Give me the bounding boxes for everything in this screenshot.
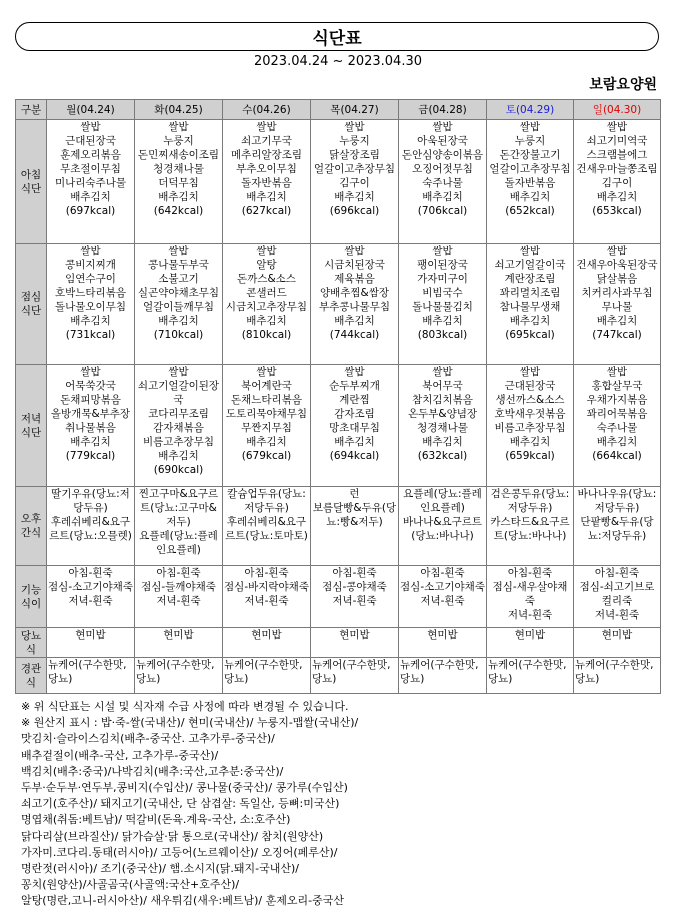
dinner-item: (690kcal) (153, 464, 204, 476)
dinner-item: 배추김치 (422, 436, 463, 448)
label-line: 저녁 (20, 412, 42, 425)
breakfast-cell-thu (311, 120, 399, 244)
breakfast-item: (696kcal) (329, 205, 380, 217)
note-line: 맛김치·슬라이스김치(배추-중국산. 고추가루-중국산)/ (21, 732, 275, 746)
functional-item: 저녁-흰죽 (594, 609, 640, 621)
breakfast-item: 배추김치 (70, 191, 111, 203)
snack-label (16, 487, 47, 566)
lunch-item: 쌀밥 (344, 245, 365, 257)
dinner-item: 근대된장국 (504, 380, 556, 392)
lunch-item: 비빔국수 (422, 287, 463, 299)
lunch-item: 양배추찜&쌈장 (319, 287, 390, 299)
breakfast-item: 쌀밥 (168, 121, 189, 133)
diabetes-cell-wed: 현미밥 (223, 628, 311, 658)
note-line: 명란젓(러시아)/ 조기(중국산)/ 햄.소시지(닭.돼지-국내산)/ (21, 862, 299, 876)
breakfast-item: 무초절이무침 (60, 163, 121, 175)
functional-cell-sat (487, 566, 574, 628)
dinner-item: 청경채나물 (417, 422, 468, 434)
breakfast-item: 돈민찌새송이조림 (137, 149, 220, 161)
lunch-item: (710kcal) (153, 329, 204, 341)
lunch-item: 돌나물물김치 (412, 301, 473, 313)
dinner-cell-thu (311, 365, 399, 487)
dinner-item: 온두부&양념장 (407, 408, 478, 420)
dinner-item: 우채가지볶음 (586, 394, 648, 406)
functional-item: 점심-바지락야채죽 (224, 581, 309, 593)
lunch-item: 쇠고기얼갈이국 (494, 259, 566, 271)
snack-cell-thu: 런 보름달빵&두유(당뇨:빵&저두) (311, 487, 399, 566)
breakfast-item: 건새우마늘쫑조림 (576, 163, 658, 175)
label-line: 경관 (20, 662, 42, 675)
breakfast-item: 쌀밥 (432, 121, 453, 133)
functional-item: 아침-흰죽 (332, 567, 377, 579)
label-line: 당뇨 (20, 629, 42, 642)
lunch-item: 쌀밥 (519, 245, 541, 257)
breakfast-label (16, 120, 47, 244)
lunch-item: 쌀밥 (432, 245, 453, 257)
breakfast-cell-fri (399, 120, 487, 244)
note-line: 닭다리살(브라질산)/ 닭가슴살·닭 통으로(국내산)/ 참치(원양산) (21, 829, 324, 843)
lunch-item: 알탕 (256, 259, 277, 271)
note-line: 가자미.코다리.동태(러시아)/ 고등어(노르웨이산)/ 오징어(페루산)/ (21, 845, 338, 859)
lunch-cell-sat (487, 244, 574, 365)
lunch-item: 배추김치 (158, 315, 199, 327)
breakfast-item: (706kcal) (417, 205, 468, 217)
dinner-item: (664kcal) (592, 450, 642, 462)
lunch-item: 참나물무생채 (499, 301, 561, 313)
dinner-item: 생선까스&소스 (495, 394, 565, 406)
lunch-item: (810kcal) (241, 329, 292, 341)
lunch-item: 쌀밥 (606, 245, 628, 257)
dinner-item: 꽈리어묵볶음 (586, 408, 648, 420)
dinner-item: (694kcal) (329, 450, 380, 462)
lunch-item: 콩비지찌개 (65, 259, 116, 271)
functional-item: 아침-흰죽 (594, 567, 640, 579)
dinner-item: 쌀밥 (606, 366, 628, 378)
functional-item: 저녁-흰죽 (68, 595, 113, 607)
breakfast-item: 훈제오리볶음 (60, 149, 121, 161)
lunch-cell-mon (47, 244, 135, 365)
dinner-cell-sat (487, 365, 574, 487)
functional-label (16, 566, 47, 628)
breakfast-item: 배추김치 (158, 191, 199, 203)
lunch-cell-wed (223, 244, 311, 365)
functional-cell-thu (311, 566, 399, 628)
dinner-cell-mon (47, 365, 135, 487)
day-header-thu: 목(04.27) (311, 100, 399, 120)
lunch-item: 콩나물두부국 (148, 259, 209, 271)
breakfast-item: 쇠고기무국 (241, 135, 292, 147)
lunch-item: 닭살볶음 (596, 273, 638, 285)
breakfast-item: 배추김치 (334, 191, 375, 203)
dinner-item: 북어무국 (422, 380, 463, 392)
lunch-item: 실곤약야채초무침 (137, 287, 220, 299)
tube-cell-sat: 뉴케어(구수한맛, 당뇨) (487, 658, 574, 694)
diabetes-cell-sun: 현미밥 (574, 628, 661, 658)
lunch-item: 가자미구이 (417, 273, 468, 285)
lunch-item: 배추김치 (70, 315, 111, 327)
lunch-item: 배추김치 (334, 315, 375, 327)
lunch-item: (731kcal) (65, 329, 116, 341)
dinner-item: 숙주나물 (596, 422, 638, 434)
breakfast-item: 미나리숙주나물 (54, 177, 126, 189)
breakfast-item: 쌀밥 (519, 121, 541, 133)
functional-item: 아침-흰죽 (420, 567, 465, 579)
dinner-item: 쌀밥 (519, 366, 541, 378)
snack-cell-mon: 딸기우유(당뇨:저당두유) 후레쉬베리&요구르트(당뇨:오믈렛) (47, 487, 135, 566)
dinner-cell-wed (223, 365, 311, 487)
functional-item: 점심-소고기야채죽 (48, 581, 133, 593)
lunch-item: 쌀밥 (168, 245, 189, 257)
date-range: 2023.04.24 ~ 2023.04.30 (253, 54, 423, 69)
lunch-item: 소불고기 (158, 273, 199, 285)
functional-item: 점심-새우살야채죽 (492, 581, 568, 607)
breakfast-item: 돌자반볶음 (504, 177, 556, 189)
lunch-cell-fri (399, 244, 487, 365)
dinner-item: 배추김치 (158, 450, 199, 462)
breakfast-item: (652kcal) (505, 205, 555, 217)
dinner-item: 호박새우젓볶음 (494, 408, 566, 420)
note-line: 두부·순두부·연두부,콩비지(수입산)/ 콩나물(중국산)/ 콩가루(수입산) (21, 781, 348, 795)
dinner-item: 무짠지무침 (241, 422, 292, 434)
tube-label (16, 658, 47, 694)
tube-cell-tue: 뉴케어(구수한맛, 당뇨) (135, 658, 223, 694)
breakfast-cell-mon (47, 120, 135, 244)
breakfast-row (16, 120, 661, 244)
dinner-item: 계란찜 (339, 394, 370, 406)
diabetes-cell-tue: 현미밥 (135, 628, 223, 658)
lunch-item: 배추김치 (509, 315, 551, 327)
dinner-item: 비름고추장무침 (142, 436, 214, 448)
breakfast-item: 돈안심양송이볶음 (401, 149, 484, 161)
breakfast-cell-wed (223, 120, 311, 244)
label-line: 식단 (20, 182, 42, 195)
functional-cell-mon (47, 566, 135, 628)
page-title (15, 22, 659, 51)
dinner-item: 도토리묵야채무침 (225, 408, 308, 420)
dinner-label (16, 365, 47, 487)
lunch-item: 호박느타리볶음 (54, 287, 126, 299)
tube-cell-thu: 뉴케어(구수한맛, 당뇨) (311, 658, 399, 694)
breakfast-item: 쌀밥 (606, 121, 628, 133)
lunch-item: (747kcal) (592, 329, 642, 341)
breakfast-cell-sat (487, 120, 574, 244)
breakfast-item: 얼갈이고추장무침 (489, 163, 571, 175)
dinner-item: 코다리무조림 (148, 408, 209, 420)
breakfast-item: 누룽지 (514, 135, 546, 147)
dinner-cell-sun (574, 365, 661, 487)
note-line: 쇠고기(호주산)/ 돼지고기(국내산, 단 삼겹살: 독일산, 등뼈:미국산) (21, 797, 340, 811)
label-line: 식 (25, 676, 37, 689)
dinner-item: 순두부찌개 (329, 380, 380, 392)
dinner-item: 어묵쑥갓국 (65, 380, 116, 392)
lunch-item: (744kcal) (329, 329, 380, 341)
lunch-item: 시금치된장국 (324, 259, 385, 271)
note-line: 백김치(배추:중국)/나박김치(배추:국산,고추분:중국산)/ (21, 764, 284, 778)
lunch-item: 배추김치 (596, 315, 638, 327)
tube-cell-mon: 뉴케어(구수한맛, 당뇨) (47, 658, 135, 694)
dinner-item: 홍합살무국 (591, 380, 643, 392)
breakfast-item: 숙주나물 (422, 177, 463, 189)
snack-row (16, 487, 661, 566)
functional-row (16, 566, 661, 628)
breakfast-item: 쇠고기미역국 (586, 135, 648, 147)
note-line: 명엽채(취돔:베트남)/ 떡갈비(돈육.계육-국산, 소:호주산) (21, 813, 291, 827)
lunch-item: 계란장조림 (504, 273, 556, 285)
breakfast-item: 배추김치 (596, 191, 638, 203)
dinner-item: 쌀밥 (432, 366, 453, 378)
dinner-item: 올방개묵&부추장 (50, 408, 131, 420)
snack-cell-sun: 바나나우유(당뇨:저당두유) 단팥빵&두유(당뇨:저당두유) (574, 487, 661, 566)
lunch-item: (695kcal) (505, 329, 555, 341)
functional-item: 저녁-흰죽 (244, 595, 289, 607)
breakfast-item: 근대된장국 (65, 135, 116, 147)
dinner-row (16, 365, 661, 487)
functional-item: 저녁-흰죽 (332, 595, 377, 607)
lunch-item: 시금치고추장무침 (225, 301, 308, 313)
breakfast-item: 누룽지 (339, 135, 370, 147)
dinner-item: 감자채볶음 (153, 422, 204, 434)
tube-cell-fri: 뉴케어(구수한맛, 당뇨) (399, 658, 487, 694)
functional-item: 아침-흰죽 (156, 567, 201, 579)
lunch-item: 무나물 (601, 301, 633, 313)
breakfast-item: 얼갈이고추장무침 (313, 163, 396, 175)
breakfast-item: 메추리알장조림 (230, 149, 302, 161)
breakfast-item: 청경채나물 (153, 163, 204, 175)
label-line: 식단 (20, 305, 42, 317)
breakfast-cell-tue (135, 120, 223, 244)
tube-cell-sun: 뉴케어(구수한맛, 당뇨) (574, 658, 661, 694)
dinner-item: (779kcal) (65, 450, 116, 462)
lunch-item: 제육볶음 (334, 273, 375, 285)
dinner-item: 북어계란국 (241, 380, 292, 392)
day-header-sat: 토(04.29) (487, 100, 574, 120)
dinner-item: 쌀밥 (344, 366, 365, 378)
breakfast-item: 스크램블에그 (586, 149, 648, 161)
day-header-mon: 월(04.24) (47, 100, 135, 120)
note-line: 배추겉절이(배추-국산, 고추가루-중국산)/ (21, 748, 219, 762)
breakfast-item: (627kcal) (241, 205, 292, 217)
note-line: ※ 위 식단표는 시설 및 식자재 수급 사정에 따라 변경될 수 있습니다. (21, 700, 349, 713)
lunch-item: 배추김치 (422, 315, 463, 327)
tube-cell-wed: 뉴케어(구수한맛, 당뇨) (223, 658, 311, 694)
day-header-fri: 금(04.28) (399, 100, 487, 120)
functional-item: 점심-들깨야채죽 (141, 581, 216, 593)
functional-item: 저녁-흰죽 (420, 595, 465, 607)
dinner-item: 배추김치 (246, 436, 287, 448)
note-line: ※ 원산지 표시 : 밥·죽-쌀(국내산)/ 현미(국내산)/ 누룽지-맵쌀(국내산)/ (21, 716, 359, 730)
lunch-item: 임연수구이 (65, 273, 116, 285)
day-header-tue: 화(04.25) (135, 100, 223, 120)
lunch-item: 쌀밥 (80, 245, 101, 257)
day-header-wed: 수(04.26) (223, 100, 311, 120)
lunch-item: 팽이된장국 (417, 259, 468, 271)
day-header-sun: 일(04.30) (574, 100, 661, 120)
dinner-item: 참치김치볶음 (412, 394, 473, 406)
snack-cell-tue: 찐고구마&요구르트(당뇨:고구마&저두) 요플레(당뇨:플레인요플레) (135, 487, 223, 566)
breakfast-item: 김구이 (601, 177, 633, 189)
breakfast-item: 돈간장불고기 (499, 149, 561, 161)
functional-cell-wed (223, 566, 311, 628)
lunch-item: 쌀밥 (256, 245, 277, 257)
breakfast-item: 배추김치 (509, 191, 551, 203)
corner-cell: 구분 (16, 100, 47, 120)
breakfast-cell-sun (574, 120, 661, 244)
dinner-cell-fri (399, 365, 487, 487)
breakfast-item: (642kcal) (153, 205, 204, 217)
page-title-text: 식단표 (312, 29, 362, 49)
functional-item: 점심-소고기야채죽 (400, 581, 485, 593)
lunch-item: 건새우아욱된장국 (576, 259, 658, 271)
diabetes-cell-mon: 현미밥 (47, 628, 135, 658)
lunch-item: 꽈리멸치조림 (499, 287, 561, 299)
functional-item: 아침-흰죽 (68, 567, 113, 579)
snack-cell-fri: 요플레(당뇨:플레인요플레) 바나나&요구르트(당뇨:바나나) (399, 487, 487, 566)
label-line: 아침 (20, 168, 42, 181)
lunch-label (16, 244, 47, 365)
dinner-item: 망초대무침 (329, 422, 380, 434)
dinner-item: 감자조림 (334, 408, 375, 420)
dinner-cell-tue (135, 365, 223, 487)
dinner-item: 배추김치 (334, 436, 375, 448)
facility-name: 보람요양원 (589, 77, 657, 93)
label-line: 간식 (20, 527, 42, 539)
label-line: 점심 (20, 291, 42, 303)
functional-cell-fri (399, 566, 487, 628)
breakfast-item: (697kcal) (65, 205, 116, 217)
breakfast-item: 배추김치 (422, 191, 463, 203)
breakfast-item: 더덕무침 (158, 177, 199, 189)
note-line: 알탕(명란,고니-러시아산)/ 새우튀김(새우:베트남)/ 훈제오리-중국산 (21, 894, 344, 908)
breakfast-item: 돌자반볶음 (241, 177, 292, 189)
dinner-item: 쌀밥 (80, 366, 101, 378)
lunch-item: 치커리사과무침 (581, 287, 653, 299)
dinner-item: 돈채피망볶음 (60, 394, 121, 406)
functional-item: 저녁-흰죽 (156, 595, 201, 607)
breakfast-item: 닭살장조림 (329, 149, 380, 161)
lunch-item: 돌나물오이무침 (54, 301, 126, 313)
functional-item: 점심-쇠고기브로컬리죽 (579, 581, 655, 607)
functional-item: 점심-콩야채죽 (322, 581, 387, 593)
breakfast-item: 오징어젓무침 (412, 163, 473, 175)
diabetes-row (16, 628, 661, 658)
lunch-item: 얼갈이들깨무침 (142, 301, 214, 313)
snack-cell-sat: 검은콩두유(당뇨:저당두유) 카스타드&요구르트(당뇨:바나나) (487, 487, 574, 566)
breakfast-item: (653kcal) (592, 205, 642, 217)
label-line: 오후 (20, 513, 42, 525)
lunch-cell-sun (574, 244, 661, 365)
snack-cell-wed: 칼슘업두유(당뇨:저당두유) 후레쉬베리&요구르트(당뇨:토마토) (223, 487, 311, 566)
label-line: 식 (25, 643, 37, 656)
dinner-item: (659kcal) (505, 450, 555, 462)
breakfast-item: 배추김치 (246, 191, 287, 203)
tube-row (16, 658, 661, 694)
diabetes-cell-thu: 현미밥 (311, 628, 399, 658)
dinner-item: 쇠고기얼갈이된장국 (137, 380, 220, 406)
lunch-cell-tue (135, 244, 223, 365)
breakfast-item: 아욱된장국 (417, 135, 468, 147)
lunch-row (16, 244, 661, 365)
dinner-item: (632kcal) (417, 450, 468, 462)
lunch-item: 콘샐러드 (246, 287, 287, 299)
dinner-item: 취나물볶음 (65, 422, 116, 434)
breakfast-item: 누룽지 (163, 135, 194, 147)
note-line: 꽁치(원양산)/사골곰국(사골액:국산+호주산)/ (21, 878, 240, 892)
header-row (16, 100, 661, 120)
menu-table (15, 99, 661, 694)
diabetes-cell-fri: 현미밥 (399, 628, 487, 658)
dinner-item: 배추김치 (70, 436, 111, 448)
label-line: 식이 (20, 597, 42, 610)
dinner-item: 배추김치 (509, 436, 551, 448)
breakfast-item: 부추오이무침 (236, 163, 297, 175)
functional-item: 저녁-흰죽 (507, 609, 553, 621)
dinner-item: 비름고추장무침 (494, 422, 566, 434)
lunch-item: 부추콩나물무침 (318, 301, 390, 313)
dinner-item: 돈채느타리볶음 (230, 394, 302, 406)
functional-cell-tue (135, 566, 223, 628)
diabetes-cell-sat: 현미밥 (487, 628, 574, 658)
diabetes-label (16, 628, 47, 658)
lunch-item: 배추김치 (246, 315, 287, 327)
dinner-item: 배추김치 (596, 436, 638, 448)
breakfast-item: 쌀밥 (80, 121, 101, 133)
functional-item: 아침-흰죽 (507, 567, 553, 579)
lunch-item: 돈까스&소스 (237, 273, 296, 285)
dinner-item: (679kcal) (241, 450, 292, 462)
label-line: 식단 (20, 426, 42, 439)
functional-cell-sun (574, 566, 661, 628)
breakfast-item: 김구이 (339, 177, 370, 189)
functional-item: 아침-흰죽 (244, 567, 289, 579)
dinner-item: 쌀밥 (168, 366, 189, 378)
breakfast-item: 쌀밥 (344, 121, 365, 133)
breakfast-item: 쌀밥 (256, 121, 277, 133)
label-line: 기능 (20, 583, 42, 596)
lunch-item: (803kcal) (417, 329, 468, 341)
notes (21, 699, 661, 910)
lunch-cell-thu (311, 244, 399, 365)
dinner-item: 쌀밥 (256, 366, 277, 378)
